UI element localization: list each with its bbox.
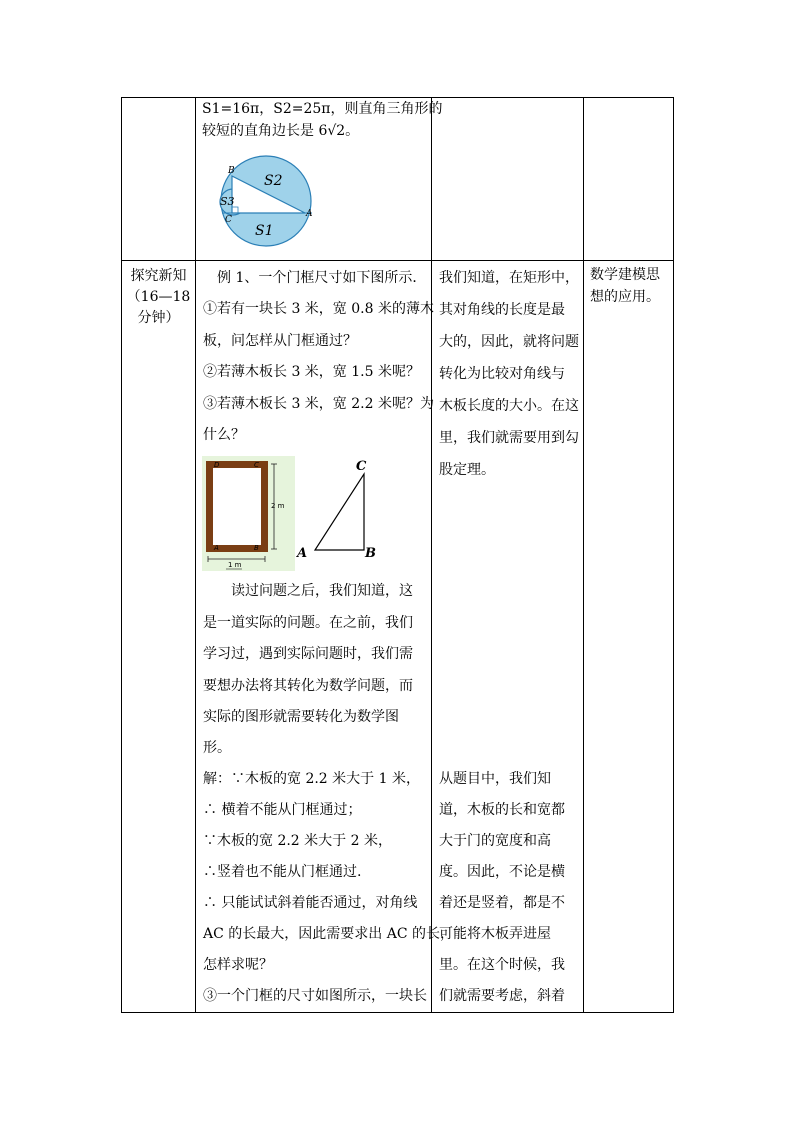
teacher-note-1-line-1: 我们知道，在矩形中， [439,270,579,286]
teacher-note-2-line-8: 们就需要考虑，斜着 [439,988,565,1004]
solution-line-6: AC 的长最大，因此需要求出 AC 的长， [203,926,454,942]
top-row-line-1: S1=16π，S2=25π，则直角三角形的 [202,101,443,117]
column-divider-2 [431,97,432,1013]
door-label-b: B [254,544,259,552]
right-triangle-figure [296,456,386,564]
example-title: 例 1、一个门框尺寸如下图所示． [203,270,427,286]
triangle-label-a: A [297,546,308,561]
stage-name: 探究新知 [130,268,187,284]
column-divider-1 [195,97,196,1013]
triangle-label-b: B [365,546,376,561]
reading-line-3: 学习过，遇到实际问题时，我们需 [203,646,413,662]
reading-line-5: 实际的图形就需要转化为数学图 [203,709,399,725]
solution-line-1: 解：∵木板的宽 2.2 米大于 1 米， [203,771,420,787]
semicircle-figure [212,150,322,260]
door-height-label: 2 m [271,502,285,510]
intent-line-2: 想的应用。 [590,289,660,305]
solution-line-2: ∴ 横着不能从门框通过； [203,802,362,818]
question-3-line-1: ③若薄木板长 3 米，宽 2.2 米呢？为 [203,396,434,412]
teacher-note-1-line-6: 里，我们就需要用到勾 [439,430,579,446]
label-b: B [228,166,235,176]
teacher-note-1-line-7: 股定理。 [439,462,495,478]
reading-line-4: 要想办法将其转化为数学问题，而 [203,678,413,694]
door-label-c: C [254,461,259,469]
intent-line-1: 数学建模思 [590,267,660,283]
teacher-note-2-line-2: 道，木板的长和宽都 [439,802,565,818]
teacher-note-1-line-5: 木板长度的大小。在这 [439,398,579,414]
solution-line-5: ∴ 只能试试斜着能否通过，对角线 [203,895,418,911]
teacher-note-2-line-6: 可能将木板弄进屋 [439,926,551,942]
question-3-line-2: 什么？ [203,427,245,443]
door-label-d: D [214,461,220,469]
row-divider [121,260,674,261]
reading-line-6: 形。 [203,740,231,756]
label-s1: S1 [255,223,274,239]
door-frame-figure [202,456,295,571]
reading-line-1: 读过问题之后，我们知道，这 [203,583,413,599]
top-row-line-2: 较短的直角边长是 6√2。 [202,123,360,139]
solution-line-8: ③一个门框的尺寸如图所示，一块长 [203,988,427,1004]
teacher-note-2-line-1: 从题目中，我们知 [439,771,551,787]
teacher-note-2-line-7: 里。在这个时候，我 [439,957,565,973]
label-s3: S3 [220,195,235,208]
reading-line-2: 是一道实际的问题。在之前，我们 [203,615,413,631]
question-1-line-1: ①若有一块长 3 米，宽 0.8 米的薄木 [203,301,434,317]
teacher-note-1-line-3: 大的，因此，就将问题 [439,334,579,350]
stage-time-2: 分钟） [137,310,180,326]
door-label-a: A [214,544,219,552]
label-s2: S2 [264,173,283,189]
label-a: A [306,209,313,219]
question-1-line-2: 板，问怎样从门框通过？ [203,333,357,349]
teacher-note-1-line-2: 其对角线的长度是最 [439,302,565,318]
teacher-note-2-line-5: 着还是竖着，都是不 [439,895,565,911]
question-2: ②若薄木板长 3 米，宽 1.5 米呢？ [203,364,420,380]
stage-time: （16—18 [126,289,191,305]
solution-line-7: 怎样求呢？ [203,957,273,973]
door-width-label: 1 m [228,561,242,569]
solution-line-3: ∵木板的宽 2.2 米大于 2 米， [203,833,392,849]
solution-line-4: ∴竖着也不能从门框通过. [203,864,362,880]
triangle-label-c: C [356,459,367,474]
teacher-note-2-line-4: 度。因此，不论是横 [439,864,565,880]
column-divider-3 [583,97,584,1013]
teacher-note-1-line-4: 转化为比较对角线与 [439,366,565,382]
teacher-note-2-line-3: 大于门的宽度和高 [439,833,551,849]
label-c: C [225,215,232,225]
